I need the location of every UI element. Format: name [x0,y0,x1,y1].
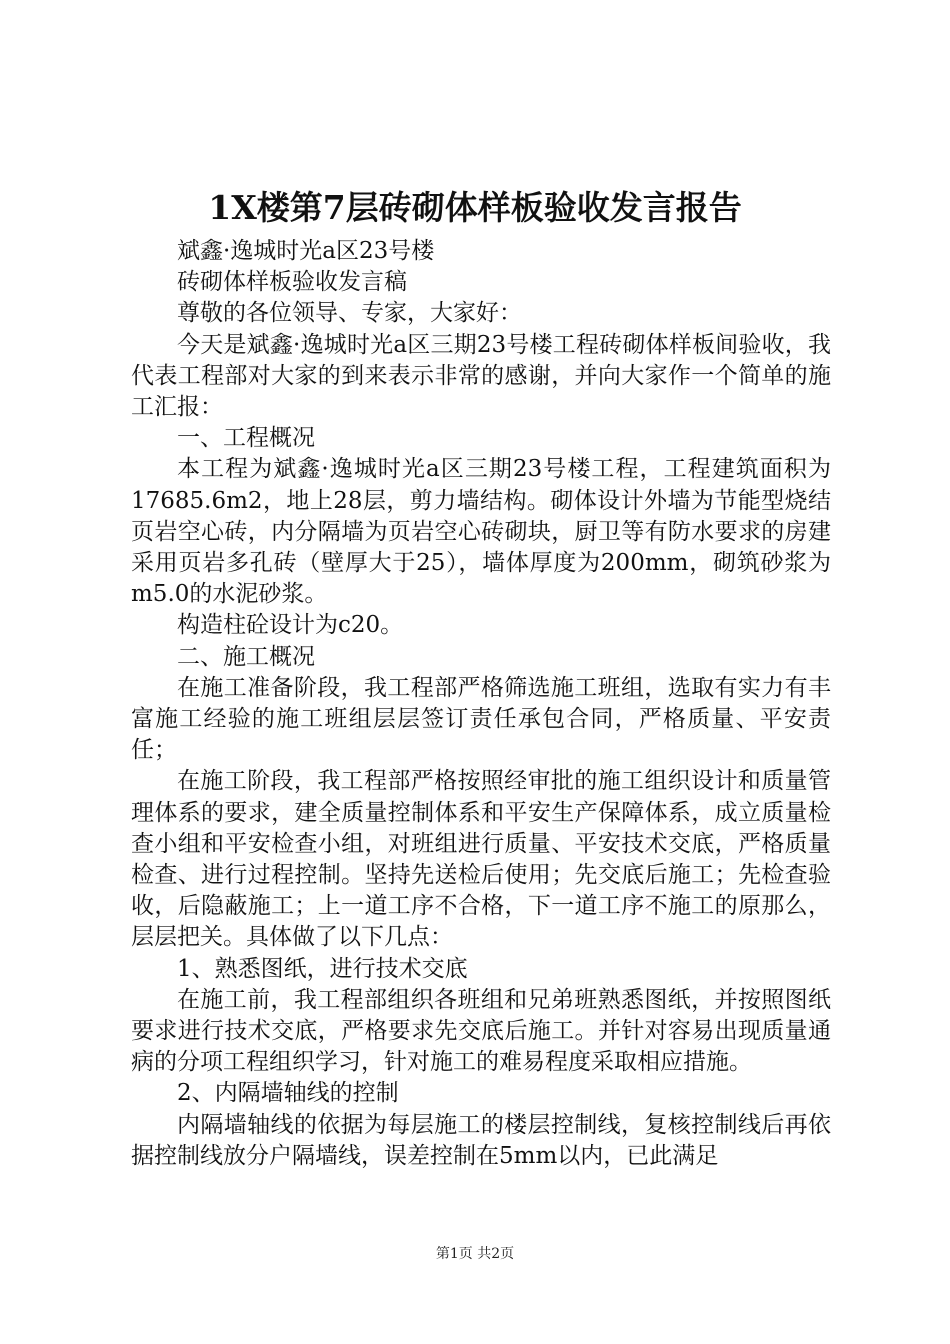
subheading-axis-control: 2、内隔墙轴线的控制 [177,1080,399,1107]
section-heading-overview: 一、工程概况 [177,425,315,452]
paragraph-drawings: 在施工前，我工程部组织各班组和兄弟班熟悉图纸，并按照图纸要求进行技术交底，严格要求先交底后施工。并针对容易出现质量通病的分项工程组织学习，针对施工的难易程度采取相应措施。 [131,986,831,1076]
paragraph-greeting: 尊敬的各位领导、专家，大家好： [177,300,522,327]
paragraph-axis-control: 内隔墙轴线的依据为每层施工的楼层控制线，复核控制线后再依据控制线放分户隔墙线，误差控制在5mm以内，已此满足 [131,1111,831,1169]
paragraph-intro: 今天是斌鑫·逸城时光a区三期23号楼工程砖砌体样板间验收，我代表工程部对大家的到来表示非常的感谢，并向大家作一个简单的施工汇报： [131,331,831,421]
subheading-drawings: 1、熟悉图纸，进行技术交底 [177,955,468,982]
document-title: 1X楼第7层砖砌体样板验收发言报告 [208,188,742,227]
paragraph-overview: 本工程为斌鑫·逸城时光a区三期23号楼工程，工程建筑面积为17685.6m2，地上28层，剪力墙结构。砌体设计外墙为节能型烧结页岩空心砖，内分隔墙为页岩空心砖砌块，厨卫等有防水要求的房建采用页岩多孔砖（壁厚大于25），墙体厚度为200mm，砌筑砂浆为m5.0的水泥砂浆。 [131,456,831,608]
section-heading-construction: 二、施工概况 [177,643,315,670]
paragraph-construction-stage: 在施工阶段，我工程部严格按照经审批的施工组织设计和质量管理体系的要求，建全质量控制体系和平安生产保障体系，成立质量检查小组和平安检查小组，对班组进行质量、平安技术交底，严格质量检查、进行过程控制。坚持先送检后使用；先交底后施工；先检查验收，后隐蔽施工；上一道工序不合格，下一道工序不施工的原那么，层层把关。具体做了以下几点： [131,768,831,951]
paragraph-column-design: 构造柱砼设计为c20。 [177,612,404,639]
page-footer: 第1页 共2页 [435,1246,515,1262]
paragraph-preparation: 在施工准备阶段，我工程部严格筛选施工班组，选取有实力有丰富施工经验的施工班组层层签订责任承包合同，严格质量、平安责任； [131,674,831,764]
document-body [131,236,831,1172]
paragraph-speech-title: 砖砌体样板验收发言稿 [177,269,407,296]
paragraph-project-name: 斌鑫·逸城时光a区23号楼 [177,238,435,264]
